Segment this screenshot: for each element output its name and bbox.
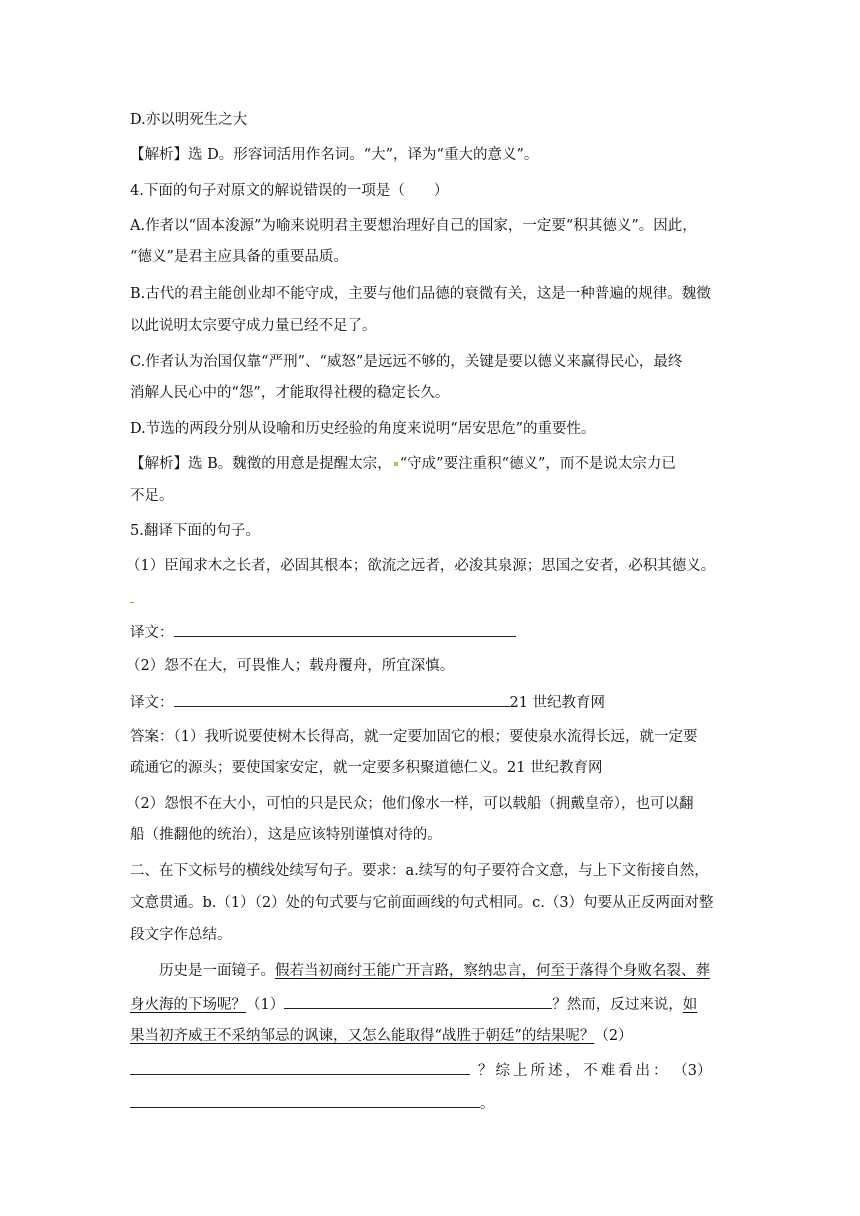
blank-1[interactable] [284, 993, 552, 1009]
q4-analysis-line1 [130, 454, 730, 474]
q4-analysis-part2: “守成”要注重积“德义”，而不是说太宗力已 [399, 456, 676, 472]
translation-1-line [130, 621, 730, 643]
blank-2[interactable] [130, 1059, 470, 1075]
q4-option-d: D.节选的两段分别从设喻和历史经验的角度来说明“居安思危”的重要性。 [130, 421, 596, 437]
q4-option-a-line2: “德义”是君主应具备的重要品质。 [130, 249, 348, 265]
analysis-line: 【解析】选 D。形容词活用作名词。“大”，译为“重大的意义”。 [130, 147, 539, 163]
q5-sentence-1: （1）臣闻求木之长者，必固其根本；欲流之远者，必浚其泉源；思国之安者，必积其德义。 [126, 558, 716, 574]
q4-analysis-line2: 不足。 [130, 488, 174, 504]
section-2-line2: 文意贯通。b.（1）（2）处的句式要与它前面画线的句式相同。c.（3）句要从正反两面对整 [130, 895, 714, 911]
answer-line1: 答案：（1）我听说要使树木长得高，就一定要加固它的根；要使泉水流得长远，就一定要 [130, 729, 698, 745]
passage-underlined-2a: 如 [682, 997, 698, 1013]
passage-line2 [130, 993, 730, 1015]
passage-underlined-2b: 果当初齐威王不采纳邹忌的讽谏，又怎么能取得“战胜于朝廷”的结果呢？ [130, 1028, 595, 1044]
q4-option-c-line2: 消解人民心中的“怨”，才能取得社稷的稳定长久。 [130, 385, 450, 401]
answer-2-line1: （2）怨恨不在大小，可怕的只是民众；他们像水一样，可以载船（拥戴皇帝），也可以翻 [126, 796, 694, 812]
closing-period: 。 [480, 1096, 495, 1112]
mark-icon [394, 462, 398, 466]
passage-line1 [159, 961, 730, 981]
watermark-text-1: 21 世纪教育网 [509, 695, 606, 711]
answer-2-line2: 船（推翻他的统治），这是应该特别谨慎对待的。 [130, 827, 442, 843]
passage-line4 [130, 1059, 730, 1081]
blank-3-label: （3） [680, 1063, 712, 1079]
section-2-line3: 段文字作总结。 [130, 927, 232, 943]
passage-underlined-1a: 假若当初商纣王能广开言路，察纳忠言，何至于落得个身败名裂、葬 [275, 963, 710, 979]
translation-1-blank[interactable] [174, 621, 516, 637]
mark-line-row [130, 583, 730, 603]
q4-option-b-line2: 以此说明太宗要守成力量已经不足了。 [130, 318, 377, 334]
option-d-line [130, 110, 730, 130]
question-4-stem: 4.下面的句子对原文的解说错误的一项是（ ） [130, 183, 449, 199]
q4-option-a-line1: A.作者以“固本浚源”为喻来说明君主要想治理好自己的国家，一定要“积其德义”。因此， [130, 218, 697, 234]
passage-line5 [130, 1092, 730, 1114]
blank-2-label: （2） [594, 1028, 633, 1044]
section-2-line1: 二、在下文标号的横线处续写句子。要求：a.续写的句子要符合文意，与上下文衔接自然， [130, 863, 709, 879]
passage-summary-lead: ？综上所述，不难看出： [478, 1063, 671, 1079]
option-d-text: D.亦以明死生之大 [130, 112, 248, 128]
blank-3[interactable] [130, 1092, 480, 1108]
passage-underlined-1b: 身火海的下场呢？ [130, 997, 246, 1013]
translation-2-blank[interactable] [174, 691, 510, 707]
translation-1-label: 译文： [130, 625, 174, 641]
q4-option-c-line1: C.作者认为治国仅靠“严刑”、“威怒”是远远不够的，关键是要以德义来赢得民心，最终 [130, 354, 683, 370]
blank-1-label: （1） [246, 997, 285, 1013]
passage-intro: 历史是一面镜子。 [159, 963, 275, 979]
passage-line3 [130, 1026, 730, 1046]
q4-analysis-part1: 【解析】选 B。魏徵的用意是提醒太宗， [130, 456, 392, 472]
q5-sentence-2: （2）怨不在大，可畏惟人；载舟覆舟，所宜深慎。 [126, 658, 455, 674]
translation-2-label: 译文： [130, 695, 174, 711]
passage-transition: ？然而，反过来说， [552, 997, 683, 1013]
question-5-stem: 5.翻译下面的句子。 [130, 523, 260, 539]
mark-line-icon [130, 602, 134, 603]
answer-line2: 疏通它的源头；要使国家安定，就一定要多积聚道德仁义。21 世纪教育网 [130, 760, 603, 776]
translation-2-line [130, 691, 730, 713]
q4-option-b-line1: B.古代的君主能创业却不能守成，主要与他们品德的衰微有关，这是一种普遍的规律。魏徵 [130, 286, 711, 302]
